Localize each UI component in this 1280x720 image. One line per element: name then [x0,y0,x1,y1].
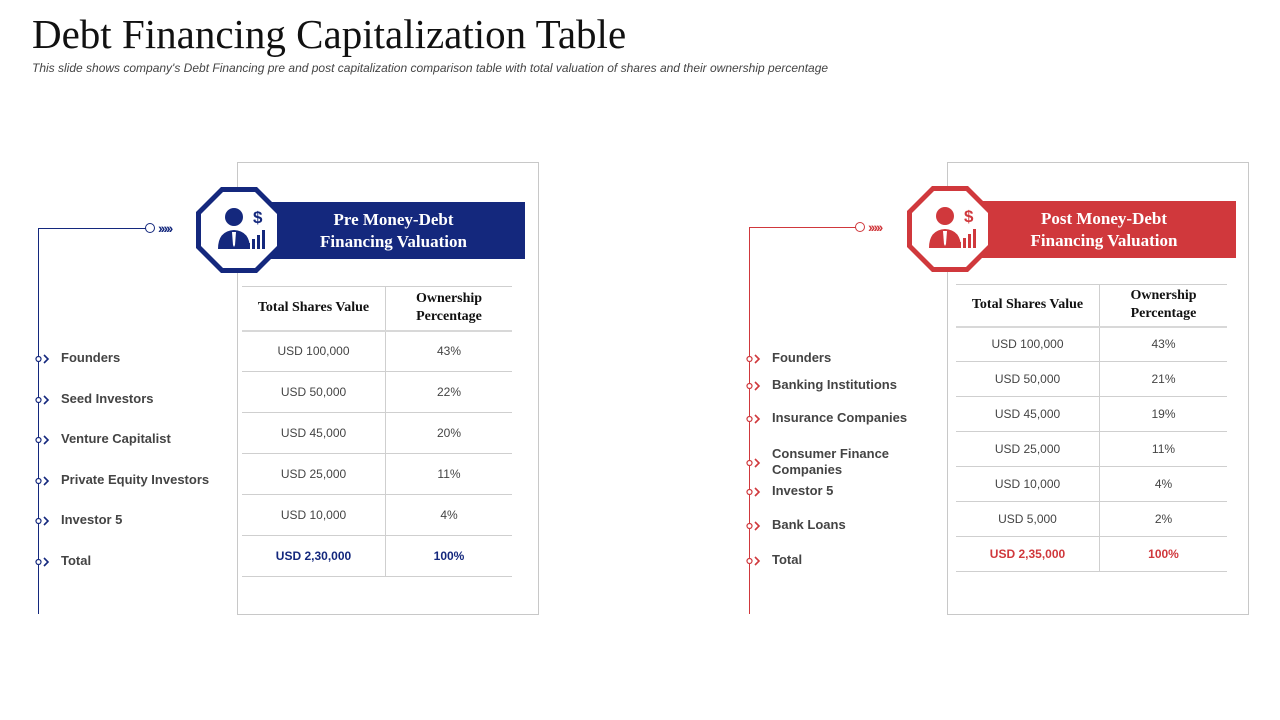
post-label-row [746,446,912,478]
shares-value-cell: USD 50,000 [956,362,1100,397]
ownership-cell: 2% [1100,502,1228,537]
ownership-cell: 21% [1100,362,1228,397]
post-chevrons-icon: ››››› [868,219,882,235]
post-investor-icon [905,184,995,274]
pre-label-text: Founders [61,350,121,365]
pre-connector-dot [145,223,155,233]
total-row [956,537,1227,572]
pre-label-row [35,431,171,447]
pre-label-row [35,391,154,407]
post-label-text: Bank Loans [772,517,846,532]
pre-label-text: Private Equity Investors [61,472,210,487]
shares-value-cell: USD 50,000 [242,372,386,413]
chevron-right-icon [746,519,764,531]
ownership-cell: 4% [1100,467,1228,502]
pre-banner [262,202,525,259]
post-header-shares: Total Shares Value [956,285,1100,327]
post-header-ownership: Ownership Percentage [1100,285,1228,327]
chevron-right-icon [35,352,53,364]
total-ownership-cell: 100% [1100,537,1228,572]
post-connector-dot [855,222,865,232]
shares-value-cell: USD 10,000 [956,467,1100,502]
post-label-text: Banking Institutions [772,377,897,392]
post-label-row [746,410,907,426]
table-row [956,432,1227,467]
table-row [242,454,512,495]
page-title: Debt Financing Capitalization Table [32,11,627,57]
chevron-right-icon [35,514,53,526]
ownership-cell: 11% [386,454,513,495]
post-label-text: Total [772,552,803,567]
pre-label-row [35,350,120,366]
post-label-row [746,517,846,533]
table-row [956,467,1227,502]
ownership-cell: 19% [1100,397,1228,432]
pre-label-row [35,472,209,488]
total-value-cell: USD 2,35,000 [956,537,1100,572]
table-row [956,327,1227,362]
shares-value-cell: USD 100,000 [956,327,1100,362]
svg-text:$: $ [964,207,974,226]
pre-valuation-table [242,286,512,577]
shares-value-cell: USD 10,000 [242,495,386,536]
table-row [242,413,512,454]
ownership-cell: 11% [1100,432,1228,467]
page-subtitle: This slide shows company's Debt Financing pre and post capitalization comparison table with total valuation of shares and their ownership percentage [32,61,829,75]
svg-text:$: $ [253,208,263,227]
ownership-cell: 22% [386,372,513,413]
post-label-text: Insurance Companies [772,410,908,425]
chevron-right-icon [746,352,764,364]
chevron-right-icon [35,555,53,567]
post-label-row [746,552,802,568]
pre-label-text: Total [61,553,92,568]
pre-investor-icon [194,185,284,275]
total-row [242,536,512,577]
table-row [956,362,1227,397]
total-ownership-cell: 100% [386,536,513,577]
chevron-right-icon [35,433,53,445]
chevron-right-icon [746,456,764,468]
post-banner [972,201,1236,258]
post-banner-text: Post Money-Debt Financing Valuation [1030,208,1178,250]
shares-value-cell: USD 45,000 [956,397,1100,432]
ownership-cell: 20% [386,413,513,454]
shares-value-cell: USD 25,000 [242,454,386,495]
pre-header-ownership: Ownership Percentage [386,287,513,331]
ownership-cell: 43% [1100,327,1228,362]
post-label-text: Investor 5 [772,483,834,498]
pre-chevrons-icon: ››››› [158,220,172,236]
pre-label-row [35,512,122,528]
table-row [242,372,512,413]
shares-value-cell: USD 25,000 [956,432,1100,467]
shares-value-cell: USD 5,000 [956,502,1100,537]
post-connector-line [749,227,856,228]
pre-label-text: Seed Investors [61,391,154,406]
pre-connector-line [38,228,146,229]
post-label-row [746,350,831,366]
post-label-row [746,377,897,393]
post-label-row [746,483,833,499]
total-value-cell: USD 2,30,000 [242,536,386,577]
chevron-right-icon [746,485,764,497]
post-valuation-table [956,284,1227,572]
pre-label-text: Venture Capitalist [61,431,171,446]
table-row [956,397,1227,432]
pre-label-text: Investor 5 [61,512,123,527]
chevron-right-icon [746,554,764,566]
chevron-right-icon [35,474,53,486]
post-label-text: Consumer Finance Companies [772,446,890,477]
shares-value-cell: USD 100,000 [242,331,386,372]
chevron-right-icon [746,412,764,424]
chevron-right-icon [746,379,764,391]
shares-value-cell: USD 45,000 [242,413,386,454]
chevron-right-icon [35,393,53,405]
ownership-cell: 43% [386,331,513,372]
table-row [242,331,512,372]
pre-header-shares: Total Shares Value [242,287,386,331]
table-row [242,495,512,536]
pre-banner-text: Pre Money-Debt Financing Valuation [320,209,467,251]
post-label-text: Founders [772,350,832,365]
ownership-cell: 4% [386,495,513,536]
pre-label-row [35,553,91,569]
table-row [956,502,1227,537]
